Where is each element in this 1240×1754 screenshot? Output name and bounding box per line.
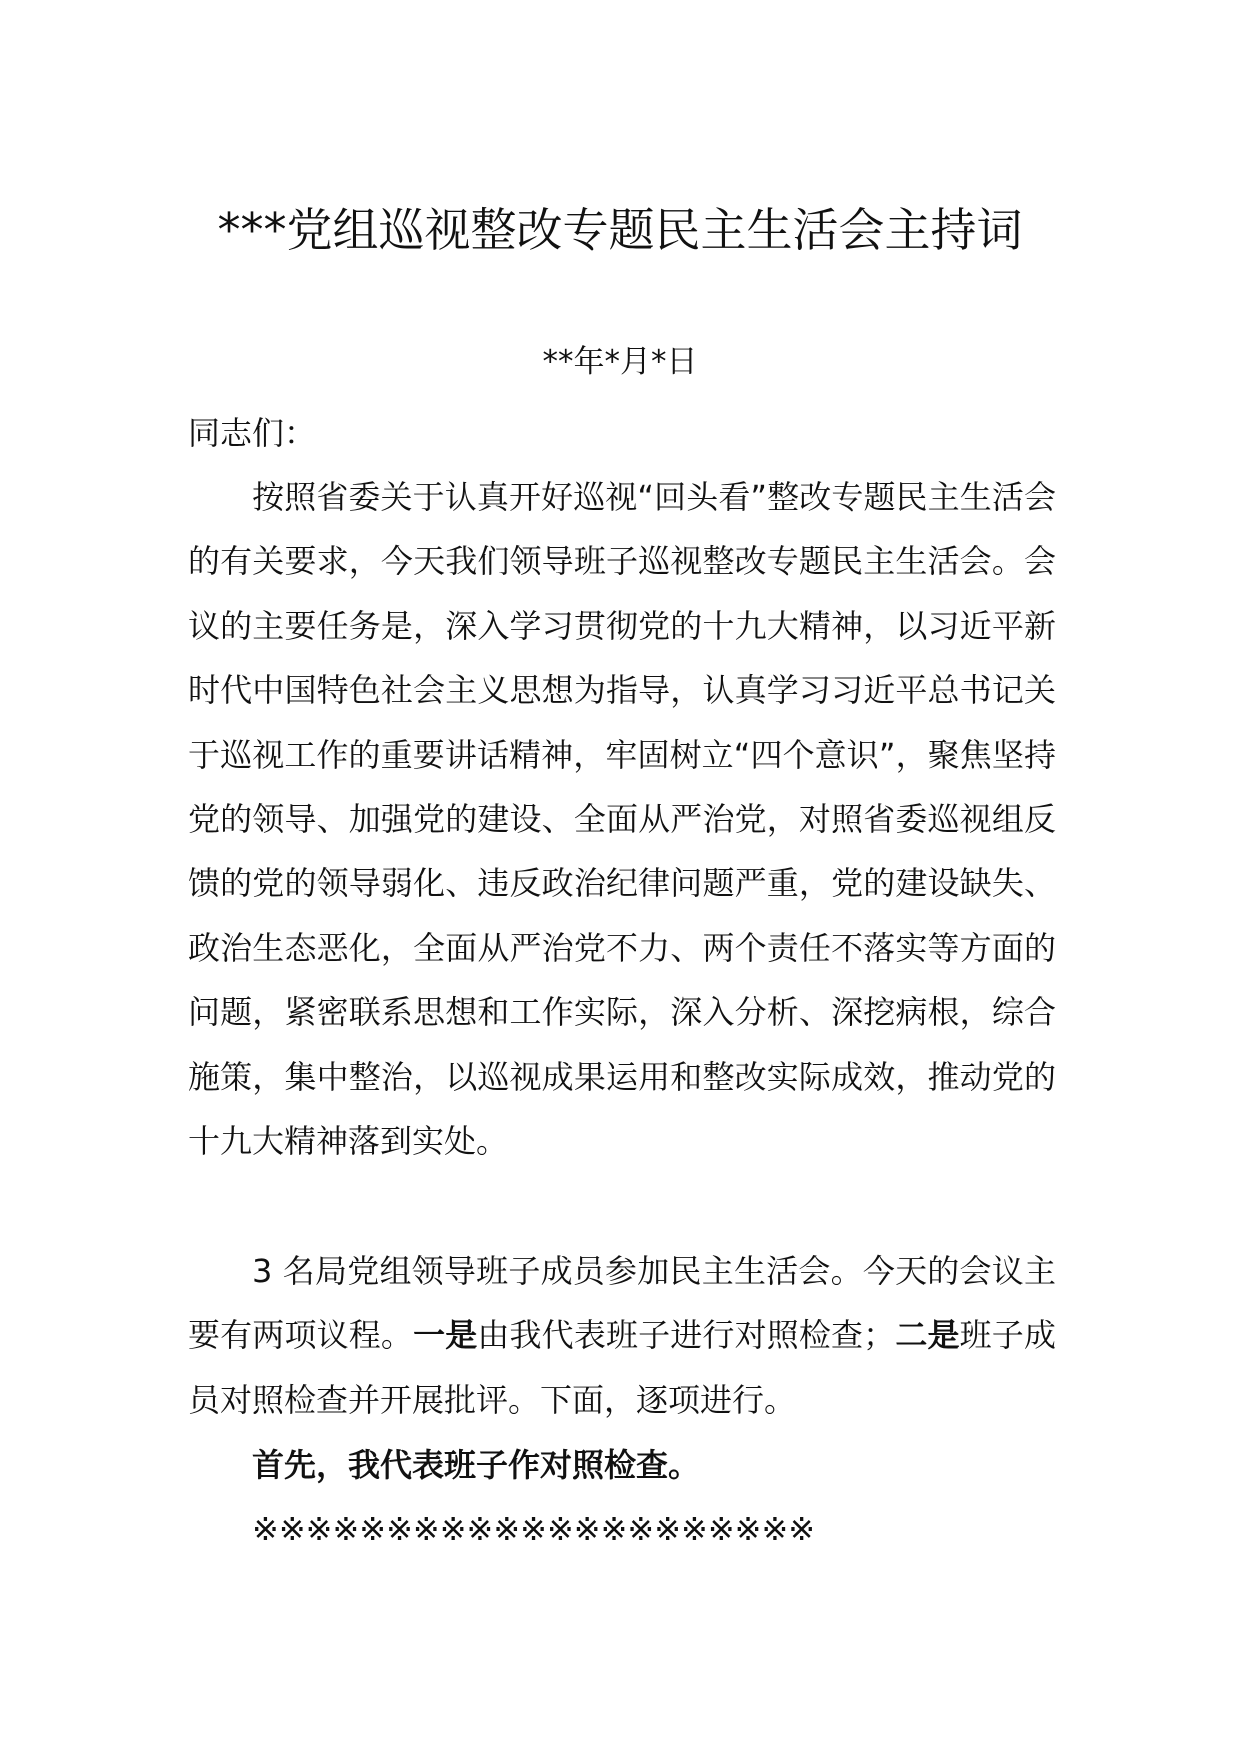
- greeting: 同志们：: [188, 414, 317, 452]
- paragraph-2: [188, 1239, 1056, 1432]
- paragraph-1: [188, 465, 1056, 1173]
- paragraph-2-text-b: 由我代表班子进行对照检查；: [477, 1316, 896, 1355]
- paragraph-2-text-a: 3 名局党组领导班子成员参加民主生活会。今天的会议主要有两项议程。: [188, 1252, 1056, 1355]
- agenda-item-2-marker: 二是: [895, 1316, 960, 1355]
- paragraph-2-text-c: 班子成员对照检查并开展批评。下面，逐项进行。: [188, 1316, 1056, 1419]
- paragraph-3: [188, 1433, 700, 1497]
- document-title: ***党组巡视整改专题民主生活会主持词: [217, 203, 1023, 257]
- paragraph-1-text: 按照省委关于认真开好巡视“回头看”整改专题民主生活会的有关要求，今天我们领导班子巡视整改专题民主生活会。会议的主要任务是，深入学习贯彻党的十九大精神，以习近平新时代中国特色社会主义思想为指导，认真学习习近平总书记关于巡视工作的重要讲话精神，牢固树立“四个意识”，聚焦坚持党的领导、加强党的建设、全面从严治党，对照省委巡视组反馈的党的领导弱化、违反政治纪律问题严重，党的建设缺失、政治生态恶化，全面从严治党不力、两个责任不落实等方面的问题，紧密联系思想和工作实际，深入分析、深挖病根，综合施策，集中整治，以巡视成果运用和整改实际成效，推动党的十九大精神落到实处。: [188, 478, 1056, 1161]
- document-date: **年*月*日: [542, 344, 698, 380]
- placeholder-marks: ※※※※※※※※※※※※※※※※※※※※※: [252, 1510, 816, 1548]
- agenda-item-1-marker: 一是: [413, 1316, 478, 1355]
- paragraph-3-text: 首先，我代表班子作对照检查。: [252, 1446, 701, 1484]
- paragraph-4: [188, 1497, 815, 1561]
